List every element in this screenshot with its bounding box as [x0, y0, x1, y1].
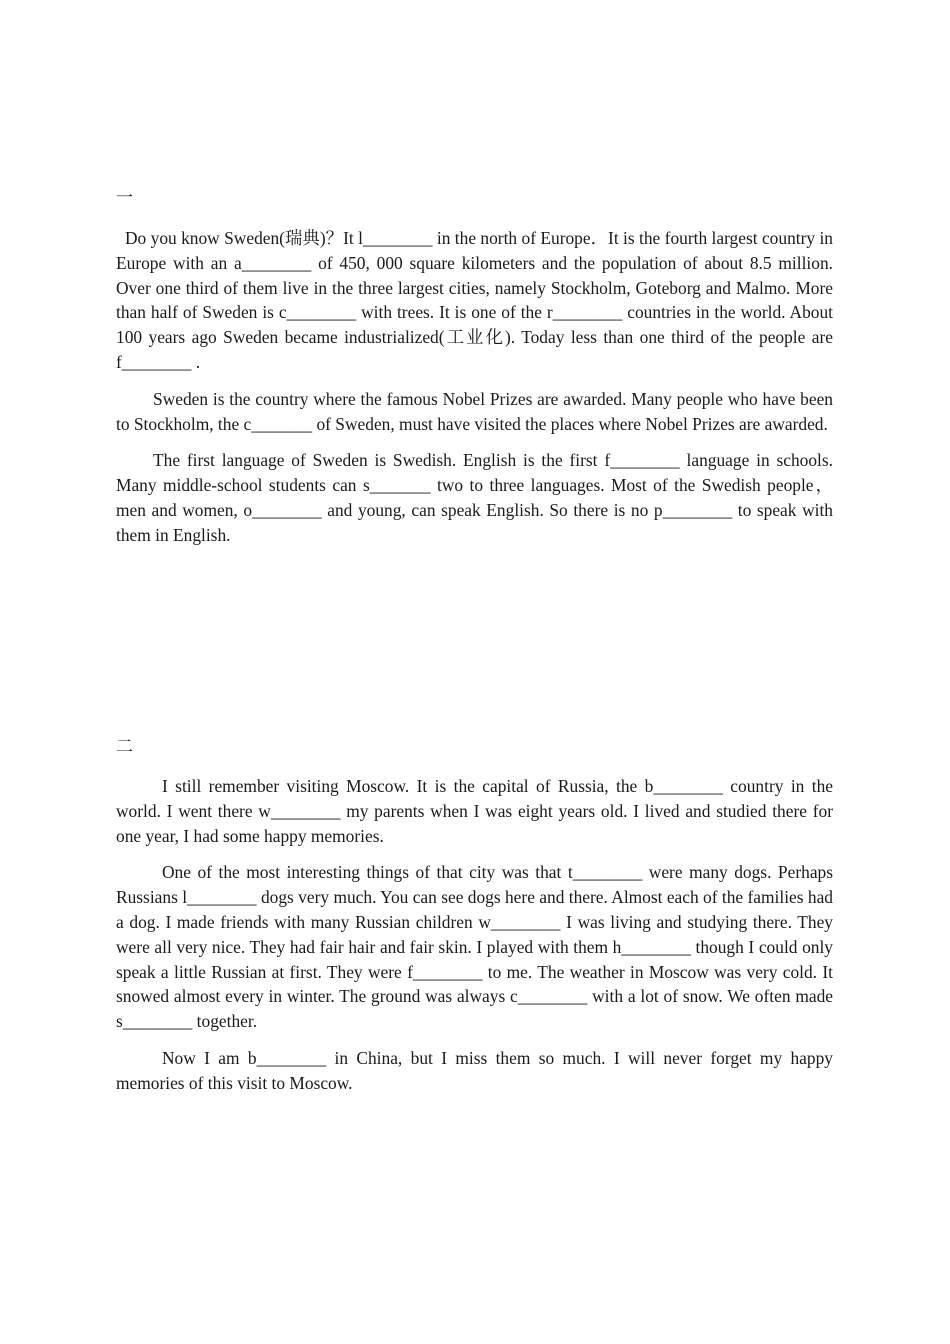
paragraph: Sweden is the country where the famous Nobel Prizes are awarded. Many people who have been to Stockholm, the c_______ of Sweden, must have visited the places where Nobel Prizes are awarded. [116, 388, 833, 434]
section-2-passage-moscow [116, 774, 833, 1108]
section-1-passage-sweden [116, 226, 833, 560]
section-2-marker: 二 [116, 737, 133, 756]
paragraph: Now I am b________ in China, but I miss them so much. I will never forget my happy memories of this visit to Moscow. [116, 1047, 833, 1093]
paragraph: I still remember visiting Moscow. It is the capital of Russia, the b________ country in the world. I went there w________ my parents when I was eight years old. I lived and studied there for one year, I had some happy memories. [116, 776, 833, 846]
section-1-marker: 一 [116, 188, 133, 207]
paragraph: One of the most interesting things of that city was that t________ were many dogs. Perhaps Russians l________ dogs very much. You can see dogs here and there. Almost each of the families had a dog. I made friends with many Russian children w________ I was living and studying there. They were all very nice. They had fair hair and fair skin. I played with them h________ though I could only speak a little Russian at first. They were f________ to me. The weather in Moscow was very cold. It snowed almost every in winter. The ground was always c________ with a lot of snow. We often made s________ together. [116, 862, 833, 1032]
paragraph: The first language of Sweden is Swedish. English is the first f________ language in schools. Many middle-school students can s_______ two to three languages. Most of the Swedish people，men and women, o________ and young, can speak English. So there is no p________ to speak with them in English. [116, 450, 833, 545]
paragraph: Do you know Sweden(瑞典)？It l________ in the north of Europe．It is the fourth largest country in Europe with an a________ of 450, 000 square kilometers and the population of about 8.5 million. Over one third of them live in the three largest cities, namely Stockholm, Goteborg and Malmo. More than half of Sweden is c________ with trees. It is one of the r________ countries in the world. About 100 years ago Sweden became industrialized(工业化). Today less than one third of the people are f________ . [116, 228, 833, 372]
